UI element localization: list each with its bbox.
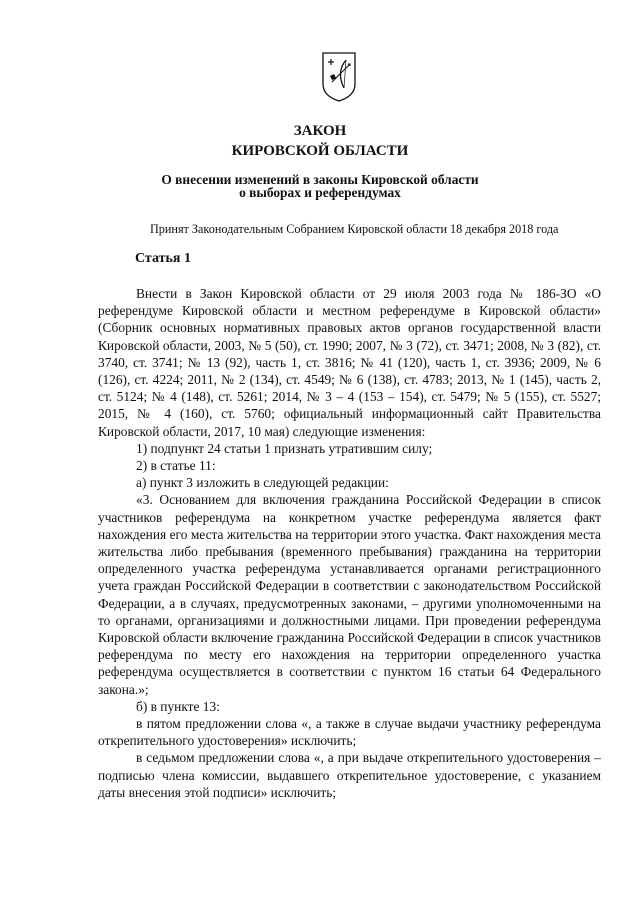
law-subject-line1: О внесении изменений в законы Кировской области <box>161 172 479 187</box>
law-subject-line2: о выборах и референдумах <box>239 185 401 200</box>
paragraph: 2) в статье 11: <box>136 458 216 474</box>
region-title: КИРОВСКОЙ ОБЛАСТИ <box>231 143 409 159</box>
adoption-note: Принят Законодательным Собранием Кировской области 18 декабря 2018 года <box>150 222 559 236</box>
article-heading: Статья 1 <box>135 251 191 266</box>
paragraph: в пятом предложении слова «, а также в случае выдачи участнику референдума открепительного удостоверения» исключить; <box>98 716 601 749</box>
article-body <box>98 285 601 801</box>
law-title: ЗАКОН <box>293 123 347 139</box>
paragraph: «3. Основанием для включения гражданина Российской Федерации в список участников референдума на конкретном участке референдума является факт нахождения его места жительства на территории этого участка. Факт нахождения места жительства либо пребывания (временного пребывания) гражданина на территории определенного участка референдума устанавливается органами регистрационного учета граждан Российской Федерации в соответствии с законодательством Российской Федерации, а в случаях, предусмотренных законами, – другими уполномоченными на то органами, организациями и должностными лицами. При проведении референдума Кировской области включение гражданина Российской Федерации в список участников референдума по месту его нахождения на территории определенного участка референдума осуществляется в соответствии с пунктом 16 статьи 64 Федерального закона.»; <box>98 492 601 697</box>
paragraph: а) пункт 3 изложить в следующей редакции: <box>136 475 389 491</box>
paragraph: 1) подпункт 24 статьи 1 признать утратившим силу; <box>136 440 433 456</box>
coat-of-arms-emblem <box>322 52 356 102</box>
paragraph: б) в пункте 13: <box>136 698 220 714</box>
paragraph: в седьмом предложении слова «, а при выдаче открепительного удостоверения – подписью члена комиссии, выдавшего открепительное удостоверение, с указанием даты внесения этой подписи» исключить; <box>98 750 601 800</box>
paragraph: Внести в Закон Кировской области от 29 июля 2003 года № 186-ЗО «О референдуме Кировской области и местном референдуме в Кировской области» (Сборник основных нормативных правовых актов органов государственной власти Кировской области, 2003, № 5 (50), ст. 1990; 2007, № 3 (72), ст. 3471; 2008, № 3 (82), ст. 3740, ст. 3741; № 13 (92), часть 1, ст. 3816; № 41 (120), часть 1, ст. 3936; 2009, № 6 (126), ст. 4224; 2011, № 2 (134), ст. 4549; № 6 (138), ст. 4783; 2013, № 1 (145), часть 2, ст. 5124; № 4 (148), ст. 5261; 2014, № 3 – 4 (153 – 154), ст. 5479; № 5 (155), ст. 5527; 2015, № 4 (160), ст. 5760; официальный информационный сайт Правительства Кировской области, 2017, 10 мая) следующие изменения: <box>98 286 601 439</box>
